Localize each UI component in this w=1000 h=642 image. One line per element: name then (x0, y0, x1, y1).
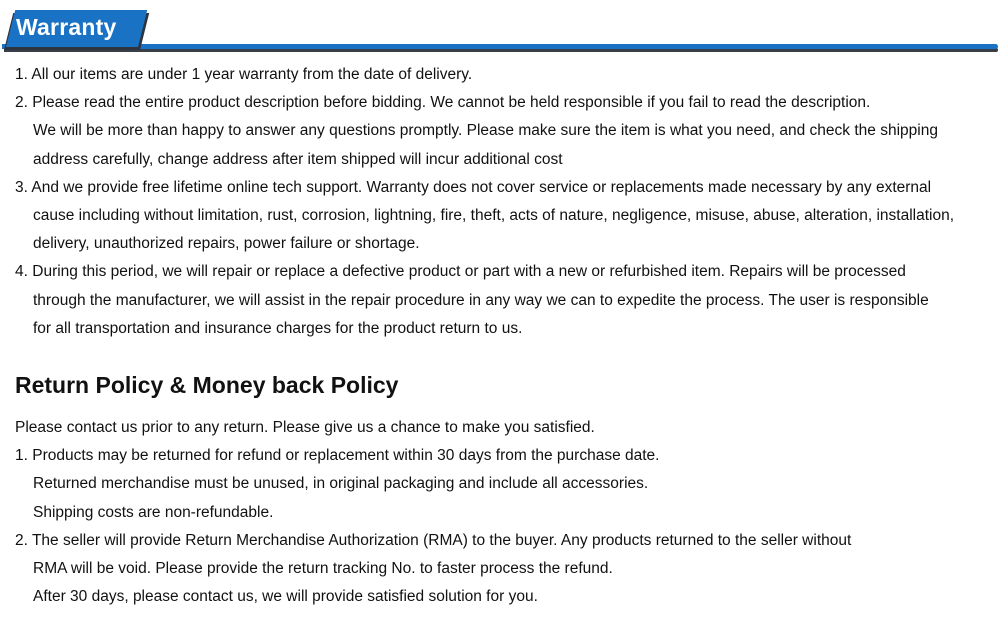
list-item-text: through the manufacturer, we will assist in the repair procedure in any way we can to expedite the process. The user is responsible (33, 291, 929, 309)
list-item-continuation (15, 499, 995, 527)
list-item-text: Please read the entire product description before bidding. We cannot be held responsible if you fail to read the description. (32, 94, 871, 112)
list-item-first-line (15, 442, 995, 470)
list-item-text: Products may be returned for refund or replacement within 30 days from the purchase date. (32, 447, 660, 465)
list-item-continuation (15, 117, 995, 145)
list-item (15, 89, 995, 174)
list-item-text: RMA will be void. Please provide the return tracking No. to faster process the refund. (33, 560, 613, 578)
list-item-continuation (15, 146, 995, 174)
list-item (15, 174, 995, 259)
list-item-first-line (15, 89, 995, 117)
list-item-text: All our items are under 1 year warranty from the date of delivery. (31, 66, 473, 83)
list-item-continuation (15, 470, 995, 498)
list-item-text: And we provide free lifetime online tech support. Warranty does not cover service or replacements made necessary by any external (31, 178, 932, 196)
list-item-number: 3. (15, 178, 28, 196)
list-item-first-line (15, 174, 995, 202)
list-item (15, 258, 995, 343)
list-item-number: 2. (15, 94, 28, 112)
list-item-text: cause including without limitation, rust, corrosion, lightning, fire, theft, acts of nature, negligence, misuse, abuse, alteration, installation, (33, 207, 955, 225)
list-item-continuation (15, 555, 995, 583)
header-bar (2, 44, 998, 49)
list-item (15, 61, 995, 89)
warranty-title: Warranty (16, 14, 117, 40)
list-item-continuation (15, 202, 995, 230)
list-item-text: After 30 days, please contact us, we will provide satisfied solution for you. (33, 588, 538, 606)
list-item-text: We will be more than happy to answer any questions promptly. Please make sure the item is what you need, and check the shipping (33, 122, 938, 140)
return-policy-title: Return Policy & Money back Policy (15, 372, 399, 398)
list-item-continuation (15, 287, 995, 315)
list-item-first-line (15, 61, 995, 89)
list-item-continuation (15, 315, 995, 343)
return-policy-intro: Please contact us prior to any return. Please give us a chance to make you satisfied. (15, 419, 595, 436)
list-item-number: 2. (15, 531, 28, 549)
warranty-list (15, 61, 995, 343)
list-item-number: 1. (15, 66, 28, 83)
list-item (15, 442, 995, 527)
list-item-first-line (15, 527, 995, 555)
list-item-continuation (15, 583, 995, 611)
list-item-number: 4. (15, 263, 28, 281)
list-item-number: 1. (15, 447, 28, 465)
list-item-text: Shipping costs are non-refundable. (33, 503, 274, 521)
list-item-text: The seller will provide Return Merchandise Authorization (RMA) to the buyer. Any products returned to the seller without (31, 531, 852, 549)
list-item (15, 527, 995, 612)
list-item-text: for all transportation and insurance charges for the product return to us. (33, 319, 523, 337)
warranty-header (0, 0, 1000, 60)
list-item-text: Returned merchandise must be unused, in original packaging and include all accessories. (33, 475, 649, 493)
list-item-text: address carefully, change address after item shipped will incur additional cost (33, 150, 563, 168)
return-policy-list (15, 442, 995, 611)
list-item-continuation (15, 230, 995, 258)
list-item-text: delivery, unauthorized repairs, power failure or shortage. (33, 235, 420, 253)
list-item-first-line (15, 258, 995, 286)
list-item-text: During this period, we will repair or replace a defective product or part with a new or refurbished item. Repairs will be processed (32, 263, 906, 281)
return-policy-section (15, 414, 995, 611)
